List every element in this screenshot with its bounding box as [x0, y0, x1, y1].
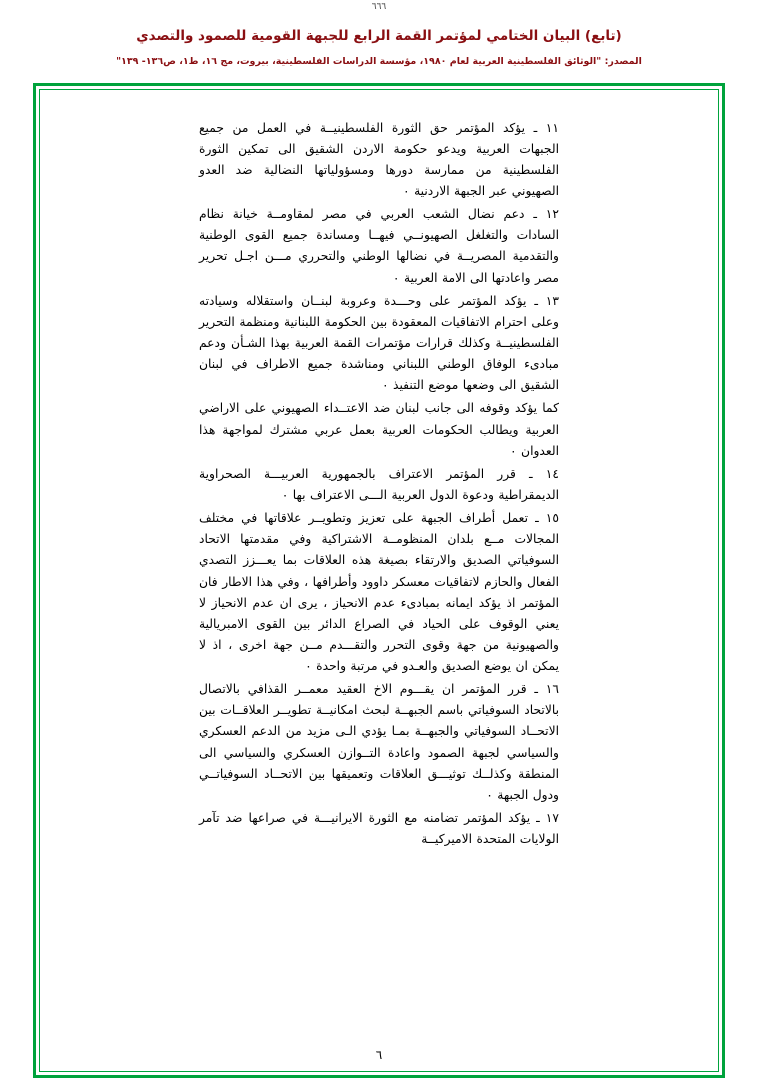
body-column [199, 118, 559, 851]
paragraph: ١٧ ـ يؤكد المؤتمر تضامنه مع الثورة الايرانيـــة في صراعها ضد تآمر الولايات المتحدة الاميركيــة [199, 811, 559, 847]
content-frame-inner [39, 89, 719, 1072]
paragraph: ١١ ـ يؤكد المؤتمر حق الثورة الفلسطينيــة في العمل من جميع الجبهات العربية ويدعو حكومة الاردن الشقيق الى تمكين الثورة الفلسطينية من ممارسة دورها ومسؤولياتها النضالية ضد العدو الصهيوني عبر الجبهة الاردنية ٠ [199, 120, 559, 198]
paragraph: ١٢ ـ دعم نضال الشعب العربي في مصر لمقاومــة خيانة نظام السادات والتغلغل الصهيونــي فيهــا ومساندة جميع القوى الوطنية والتقدمية المصريــة في نضالها الوطني والتحرري مـــن اجـل تحرير مصر واعادتها الى الامة العربية ٠ [199, 207, 559, 285]
content-frame [33, 83, 725, 1078]
page-number: ٦ [375, 1048, 383, 1062]
paragraph: ١٣ ـ يؤكد المؤتمر على وحـــدة وعروبة لبنــان واستقلاله وسيادته وعلى احترام الاتفاقيات المعقودة بين الحكومة اللبنانية ومنظمة التحرير الفلسطينيــة وكذلك قرارات مؤتمرات القمة العربية بهذا الشـأن ودعم مبادىء الوفاق الوطني اللبناني ومناشدة جميع الاطراف في لبنان الشقيق الى وضعها موضع التنفيذ ٠ [199, 293, 559, 393]
page-title: (تابع) البيان الختامي لمؤتمر القمة الرابع للجبهة القومية للصمود والتصدي [136, 28, 622, 44]
paragraph: ١٦ ـ قرر المؤتمر ان يقـــوم الاخ العقيد معمــر القذافي بالاتصال بالاتحاد السوفياتي باسم الجبهــة لبحث امكانيــة تطويــر العلاقــات بين الاتحــاد السوفياتي والجبهــة بمـا يؤدي الـى مزيد من الدعم العسكري والسياسي لجبهة الصمود واعادة التــوازن العسكري والسياسي الى المنطقة وكذلــك توثيـــق العلاقات وتعميقها بين الاتحــاد السوفياتــي ودول الجبهة ٠ [199, 682, 559, 802]
paragraph: ١٤ ـ قرر المؤتمر الاعتراف بالجمهورية العربيـــة الصحراوية الديمقراطية ودعوة الدول العربية الـــى الاعتراف بها ٠ [199, 466, 559, 502]
source-line: المصدر: "الوثائق الفلسطينية العربية لعام ١٩٨٠، مؤسسة الدراسات الفلسطينية، بيروت، مج ١٦، ط١، ص١٣٦- ١٣٩" [116, 56, 642, 68]
page-marker: ٦٦٦ [371, 2, 387, 12]
paragraph: ١٥ ـ تعمل أطراف الجبهة على تعزيز وتطويــر علاقاتها في مختلف المجالات مــع بلدان المنظومــة الاشتراكية وفي مقدمتها الاتحاد السوفياتي الصديق والارتقاء بصيغة هذه العلاقات بما يعـــزز التصدي الفعال والحازم لاتفاقيات معسكر داوود وأطرافها ، وفي هذا الاطار فان المؤتمر اذ يؤكد ايمانه بمبادىء عدم الانحياز ، يرى ان عدم الانحياز لا يعني الوقوف على الحياد في الصراع الدائر بين القوى الامبريالية والصهيونية من جهة وقوى التحرر والتقـــدم مــن جهة اخرى ، اذ لا يمكن ان يوضع الصديق والعـدو في مرتبة واحدة ٠ [199, 511, 559, 674]
paragraph: كما يؤكد وقوفه الى جانب لبنان ضد الاعتــداء الصهيوني على الاراضي العربية ويطالب الحكومات العربية بعمل عربي مشترك لمواجهة هذا العدوان ٠ [199, 401, 559, 458]
